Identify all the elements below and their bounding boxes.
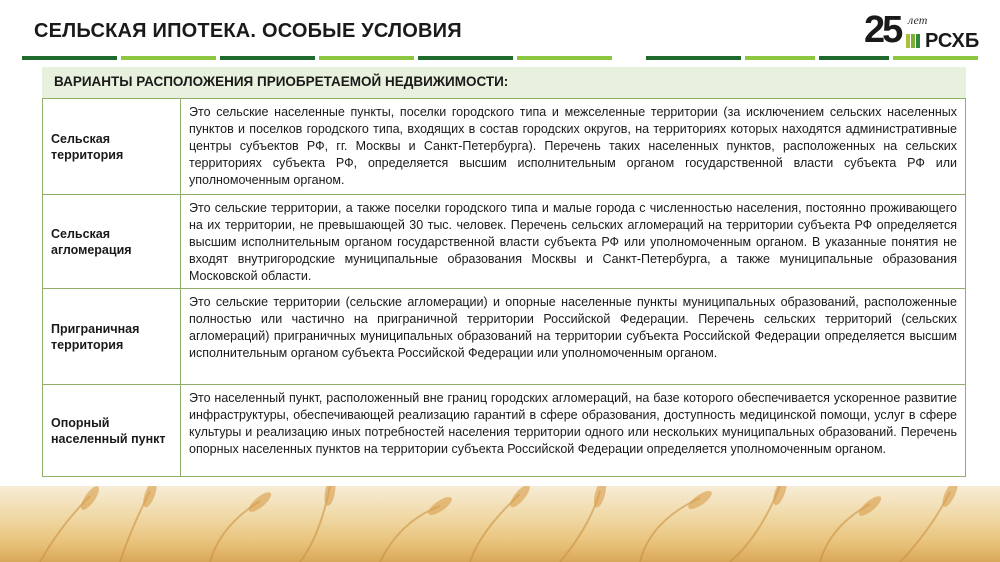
table-row bbox=[43, 385, 965, 476]
wheat-field-image bbox=[0, 486, 1000, 562]
logo-bars-icon bbox=[906, 34, 922, 48]
section-heading: ВАРИАНТЫ РАСПОЛОЖЕНИЯ ПРИОБРЕТАЕМОЙ НЕДВИЖИМОСТИ: bbox=[54, 74, 509, 89]
wheat-stalks-icon bbox=[0, 486, 1000, 562]
row-term: Сельская территория bbox=[43, 99, 181, 194]
row-term: Приграничная территория bbox=[43, 289, 181, 384]
row-description: Это сельские территории (сельские агломерации) и опорные населенные пункты муниципальных образований, расположенные полностью или частично на приграничной территории Российской Федерации. Перечень сельских территорий (сельских агломераций) приграничных муниципальных образований на территории субъекта Российской Федерации определяется высшим исполнительным органом субъекта Российской Федерации или уполномоченным органом. bbox=[189, 295, 957, 360]
header-stripe-light bbox=[745, 56, 815, 60]
row-term: Сельская агломерация bbox=[43, 195, 181, 288]
table-row bbox=[43, 195, 965, 289]
header-stripe-dark bbox=[819, 56, 889, 60]
header-stripe-dark bbox=[418, 56, 513, 60]
row-description: Это сельские территории, а также поселки городского типа и малые города с численностью населения, постоянно проживающего на их территории, не превышающей 30 тыс. человек. Перечень сельских агломераций на территории субъекта РФ определяется высшим исполнительным органом государственной власти субъекта РФ или уполномоченным органом. В указанные понятия не входят внутригородские муниципальные образования Москвы и Санкт-Петербурга, а также муниципальные образования Московской области. bbox=[189, 201, 957, 283]
row-description: Это сельские населенные пункты, поселки городского типа и межселенные территории (за исключением сельских населенных пунктов и поселков городского типа, входящих в состав городских округов, на территориях которых находятся административные центры субъектов РФ, гг. Москвы и Санкт-Петербурга). Перечень таких населенных пунктов, расположенных на сельских территориях субъекта РФ, определяется высшим исполнительным органом государственной власти субъекта РФ или уполномоченным органом. bbox=[189, 105, 957, 187]
row-description: Это населенный пункт, расположенный вне границ городских агломераций, на базе которого обеспечивается ускоренное развитие инфраструктуры, обеспечивающей реализацию гарантий в сфере образования, доступность медицинской помощи, услуг в сфере культуры и реализацию иных потребностей населения территории одного или нескольких муниципальных образований. Перечень опорных населенных пунктов на территории субъекта Российской Федерации определяется уполномоченным органом. bbox=[189, 391, 957, 456]
header-stripe-light bbox=[893, 56, 978, 60]
definitions-table bbox=[42, 98, 966, 477]
table-row bbox=[43, 289, 965, 385]
header-stripe-dark bbox=[646, 56, 741, 60]
rshb-25-logo bbox=[864, 9, 988, 52]
header-stripe-dark bbox=[220, 56, 315, 60]
page-title: СЕЛЬСКАЯ ИПОТЕКА. ОСОБЫЕ УСЛОВИЯ bbox=[34, 20, 462, 42]
section-heading-bar bbox=[42, 67, 966, 98]
header-stripe-light bbox=[517, 56, 612, 60]
header-stripe-light bbox=[319, 56, 414, 60]
logo-number: 25 bbox=[864, 9, 901, 51]
header-stripe-light bbox=[121, 56, 216, 60]
row-term: Опорный населенный пункт bbox=[43, 385, 181, 476]
table-row bbox=[43, 99, 965, 195]
logo-suffix: лет bbox=[908, 13, 928, 27]
logo-brand: РСХБ bbox=[925, 30, 980, 52]
header-stripe-dark bbox=[22, 56, 117, 60]
